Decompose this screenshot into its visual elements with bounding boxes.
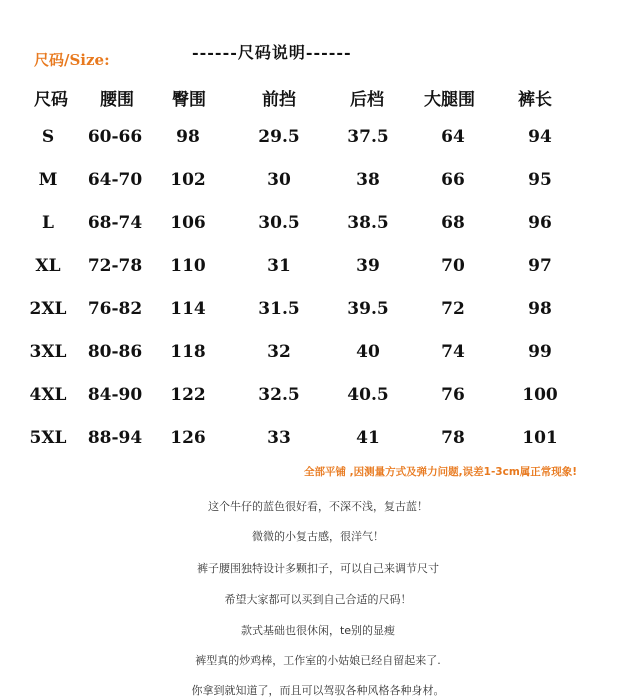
cell-length: 96 bbox=[528, 213, 552, 233]
cell-front-rise: 32 bbox=[267, 342, 291, 362]
description-line: 微微的小复古感，很洋气！ bbox=[252, 530, 384, 543]
cell-size: L bbox=[42, 213, 54, 233]
description-line: 希望大家都可以买到自己合适的尺码！ bbox=[224, 593, 412, 606]
cell-thigh: 78 bbox=[441, 428, 465, 448]
cell-size: 2XL bbox=[29, 299, 67, 319]
cell-length: 99 bbox=[528, 342, 552, 362]
cell-hip: 102 bbox=[170, 170, 206, 190]
cell-back-rise: 40.5 bbox=[347, 385, 389, 405]
cell-hip: 114 bbox=[170, 299, 206, 319]
cell-back-rise: 40 bbox=[356, 342, 380, 362]
description-line: 这个牛仔的蓝色很好看，不深不浅，复古蓝！ bbox=[208, 500, 428, 513]
header-length: 裤长 bbox=[518, 90, 552, 110]
cell-back-rise: 37.5 bbox=[347, 127, 389, 147]
cell-hip: 98 bbox=[176, 127, 200, 147]
cell-front-rise: 29.5 bbox=[258, 127, 300, 147]
cell-length: 95 bbox=[528, 170, 552, 190]
cell-length: 94 bbox=[528, 127, 552, 147]
header-hip: 臀围 bbox=[172, 90, 206, 110]
cell-waist: 72-78 bbox=[87, 256, 143, 276]
cell-size: M bbox=[38, 170, 58, 190]
cell-length: 97 bbox=[528, 256, 552, 276]
cell-front-rise: 31.5 bbox=[258, 299, 300, 319]
cell-waist: 88-94 bbox=[87, 428, 143, 448]
cell-back-rise: 38.5 bbox=[347, 213, 389, 233]
header-size: 尺码 bbox=[34, 90, 68, 110]
cell-size: 4XL bbox=[29, 385, 67, 405]
cell-waist: 68-74 bbox=[87, 213, 143, 233]
cell-front-rise: 33 bbox=[267, 428, 291, 448]
cell-back-rise: 41 bbox=[356, 428, 380, 448]
cell-size: XL bbox=[35, 256, 61, 276]
cell-hip: 110 bbox=[170, 256, 206, 276]
cell-hip: 126 bbox=[170, 428, 206, 448]
cell-front-rise: 32.5 bbox=[258, 385, 300, 405]
cell-thigh: 72 bbox=[441, 299, 465, 319]
cell-hip: 106 bbox=[170, 213, 206, 233]
cell-thigh: 76 bbox=[441, 385, 465, 405]
cell-length: 100 bbox=[522, 385, 558, 405]
cell-length: 101 bbox=[522, 428, 558, 448]
size-chart-title: ------尺码说明------ bbox=[192, 43, 352, 62]
description-line: 裤子腰围独特设计多颗扣子，可以自己来调节尺寸 bbox=[197, 562, 439, 575]
cell-thigh: 70 bbox=[441, 256, 465, 276]
cell-thigh: 64 bbox=[441, 127, 465, 147]
measurement-notice: 全部平铺 ,因测量方式及弹力问题,误差1-3cm属正常现象! bbox=[304, 466, 578, 478]
cell-thigh: 74 bbox=[441, 342, 465, 362]
cell-length: 98 bbox=[528, 299, 552, 319]
description-line: 你拿到就知道了，而且可以驾驭各种风格各种身材。 bbox=[191, 684, 445, 697]
cell-front-rise: 30.5 bbox=[258, 213, 300, 233]
cell-front-rise: 30 bbox=[267, 170, 291, 190]
header-waist: 腰围 bbox=[100, 90, 134, 110]
cell-waist: 84-90 bbox=[87, 385, 143, 405]
header-back-rise: 后档 bbox=[350, 90, 384, 110]
cell-thigh: 68 bbox=[441, 213, 465, 233]
cell-hip: 118 bbox=[170, 342, 206, 362]
header-thigh: 大腿围 bbox=[424, 90, 475, 110]
size-label: 尺码/Size: bbox=[34, 51, 110, 69]
cell-thigh: 66 bbox=[441, 170, 465, 190]
cell-waist: 76-82 bbox=[87, 299, 143, 319]
cell-hip: 122 bbox=[170, 385, 206, 405]
cell-back-rise: 39.5 bbox=[347, 299, 389, 319]
cell-size: S bbox=[41, 127, 55, 147]
cell-size: 5XL bbox=[29, 428, 67, 448]
cell-back-rise: 39 bbox=[356, 256, 380, 276]
cell-back-rise: 38 bbox=[356, 170, 380, 190]
description-line: 款式基础也很休闲，te别的显瘦 bbox=[240, 624, 396, 637]
cell-waist: 60-66 bbox=[87, 127, 143, 147]
cell-size: 3XL bbox=[29, 342, 67, 362]
cell-waist: 64-70 bbox=[87, 170, 143, 190]
header-front-rise: 前挡 bbox=[262, 90, 296, 110]
cell-waist: 80-86 bbox=[87, 342, 143, 362]
cell-front-rise: 31 bbox=[267, 256, 291, 276]
description-line: 裤型真的炒鸡棒，工作室的小姑娘已经自留起来了. bbox=[195, 654, 441, 667]
